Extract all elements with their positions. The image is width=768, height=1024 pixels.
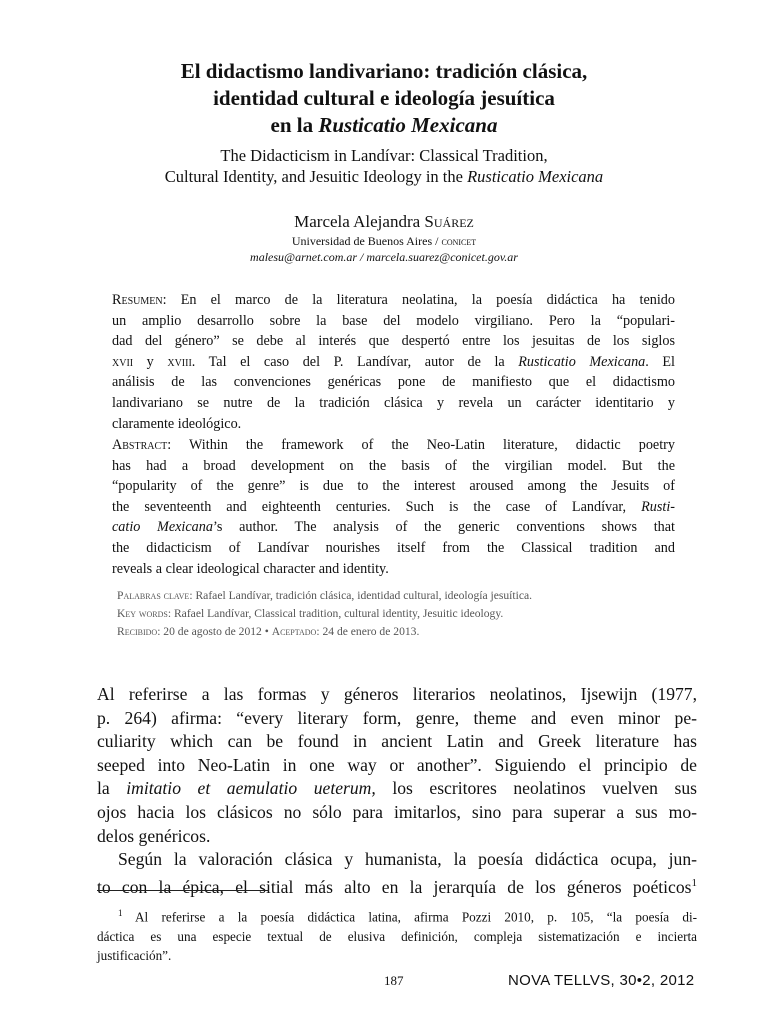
journal-info: NOVA TELLVS, 30•2, 2012 xyxy=(508,972,695,989)
abstract-line: the seventeenth and eighteenth centuries. Such is the case of Landívar, Rusti- xyxy=(112,498,675,515)
resumen-line: claramente ideológico. xyxy=(112,415,242,432)
abstract-line: the didacticism of Landívar nourishes itself from the Classical tradition and xyxy=(112,539,675,556)
resumen-line: un amplio desarrollo sobre la base del modelo virgiliano. Pero la “populari- xyxy=(112,312,675,329)
footnote-ref: 1 xyxy=(691,876,697,889)
title-line-2: identidad cultural e ideología jesuítica xyxy=(213,86,555,110)
resumen-line: xvii y xviii. Tal el caso del P. Landívar, autor de la Rusticatio Mexicana. El xyxy=(112,353,676,370)
article-title xyxy=(0,58,768,139)
title-line-3: en la Rusticatio Mexicana xyxy=(270,113,498,137)
resumen-line: análisis de las convenciones genéricas pone de manifiesto que el didactismo xyxy=(112,374,675,391)
title-line-1: El didactismo landivariano: tradición clásica, xyxy=(180,59,588,83)
body-line: Según la valoración clásica y humanista, la poesía didáctica ocupa, jun- xyxy=(118,849,697,870)
abstract-label: Abstract xyxy=(112,437,168,453)
key-words: Key words: Rafael Landívar, Classical tradition, cultural identity, Jesuitic ideology. xyxy=(117,607,504,620)
palabras-clave: Palabras clave: Rafael Landívar, tradición clásica, identidad cultural, ideología jesuítica. xyxy=(117,589,533,602)
abstract-line: Abstract: Within the framework of the Neo-Latin literature, didactic poetry xyxy=(112,437,675,453)
footnote-line: $^1$ Al referirse a la poesía didáctica latina, afirma Pozzi 2010, p. 105, “la poesía di- xyxy=(118,908,697,925)
abstract-line: has had a broad development on the basis of the virgilian model. But the xyxy=(112,457,675,474)
body-line: p. 264) afirma: “every literary form, genre, theme and even minor pe- xyxy=(97,707,697,728)
footnote-line: dáctica es una especie textual de elusiva definición, compleja sistematización e incierta xyxy=(97,928,697,944)
keywords-block xyxy=(117,587,677,641)
footnote-rule xyxy=(97,890,269,891)
body-text xyxy=(97,683,697,899)
body-line: la imitatio et aemulatio ueterum, los escritores neolatinos vuelven sus xyxy=(97,778,697,799)
body-line: seeped into Neo-Latin in one way or another”. Siguiendo el principio de xyxy=(97,754,697,775)
resumen-label: Resumen xyxy=(112,292,163,308)
resumen-line: Resumen: En el marco de la literatura neolatina, la poesía didáctica ha tenido xyxy=(112,292,675,308)
abstract-line: “popularity of the genre” is due to the interest aroused among the Jesuits of xyxy=(112,478,675,495)
footnote-line: justificación”. xyxy=(97,948,172,964)
dates-line: Recibido: 20 de agosto de 2012 • Aceptado: 24 de enero de 2013. xyxy=(117,625,420,638)
body-line: to con la épica, el sitial más alto en la jerarquía de los géneros poéticos$^1$ xyxy=(97,876,697,897)
resumen-line: landivariano se nutre de la tradición clásica y revela un carácter identitario y xyxy=(112,394,675,411)
subtitle-line-2: Cultural Identity, and Jesuitic Ideology in the Rusticatio Mexicana xyxy=(164,167,604,186)
page-number: 187 xyxy=(384,973,404,988)
resumen-line: dad del género” se debe al interés que despertó entre los jesuitas de los siglos xyxy=(112,333,675,350)
author-name: Marcela Alejandra Suárez xyxy=(294,212,474,231)
abstract-line: catio Mexicana’s author. The analysis of the generic conventions shows that xyxy=(112,519,675,536)
body-line: culiarity which can be found in ancient Latin and Greek literature has xyxy=(97,731,697,752)
body-line: Al referirse a las formas y géneros literarios neolatinos, Ijsewijn (1977, xyxy=(97,684,697,704)
abstract-block xyxy=(112,435,675,579)
article-subtitle xyxy=(0,145,768,187)
subtitle-line-1: The Didacticism in Landívar: Classical Tradition, xyxy=(220,146,548,165)
author-emails: malesu@arnet.com.ar / marcela.suarez@conicet.gov.ar xyxy=(250,250,518,264)
footnote xyxy=(97,904,697,966)
body-line: ojos hacia los clásicos no sólo para imitarlos, sino para superar a sus mo- xyxy=(97,801,697,822)
resumen-block xyxy=(112,290,675,434)
author-affiliation: Universidad de Buenos Aires / conicet xyxy=(291,234,477,248)
abstract-line: reveals a clear ideological character and identity. xyxy=(112,560,389,577)
body-line: delos genéricos. xyxy=(97,825,211,846)
